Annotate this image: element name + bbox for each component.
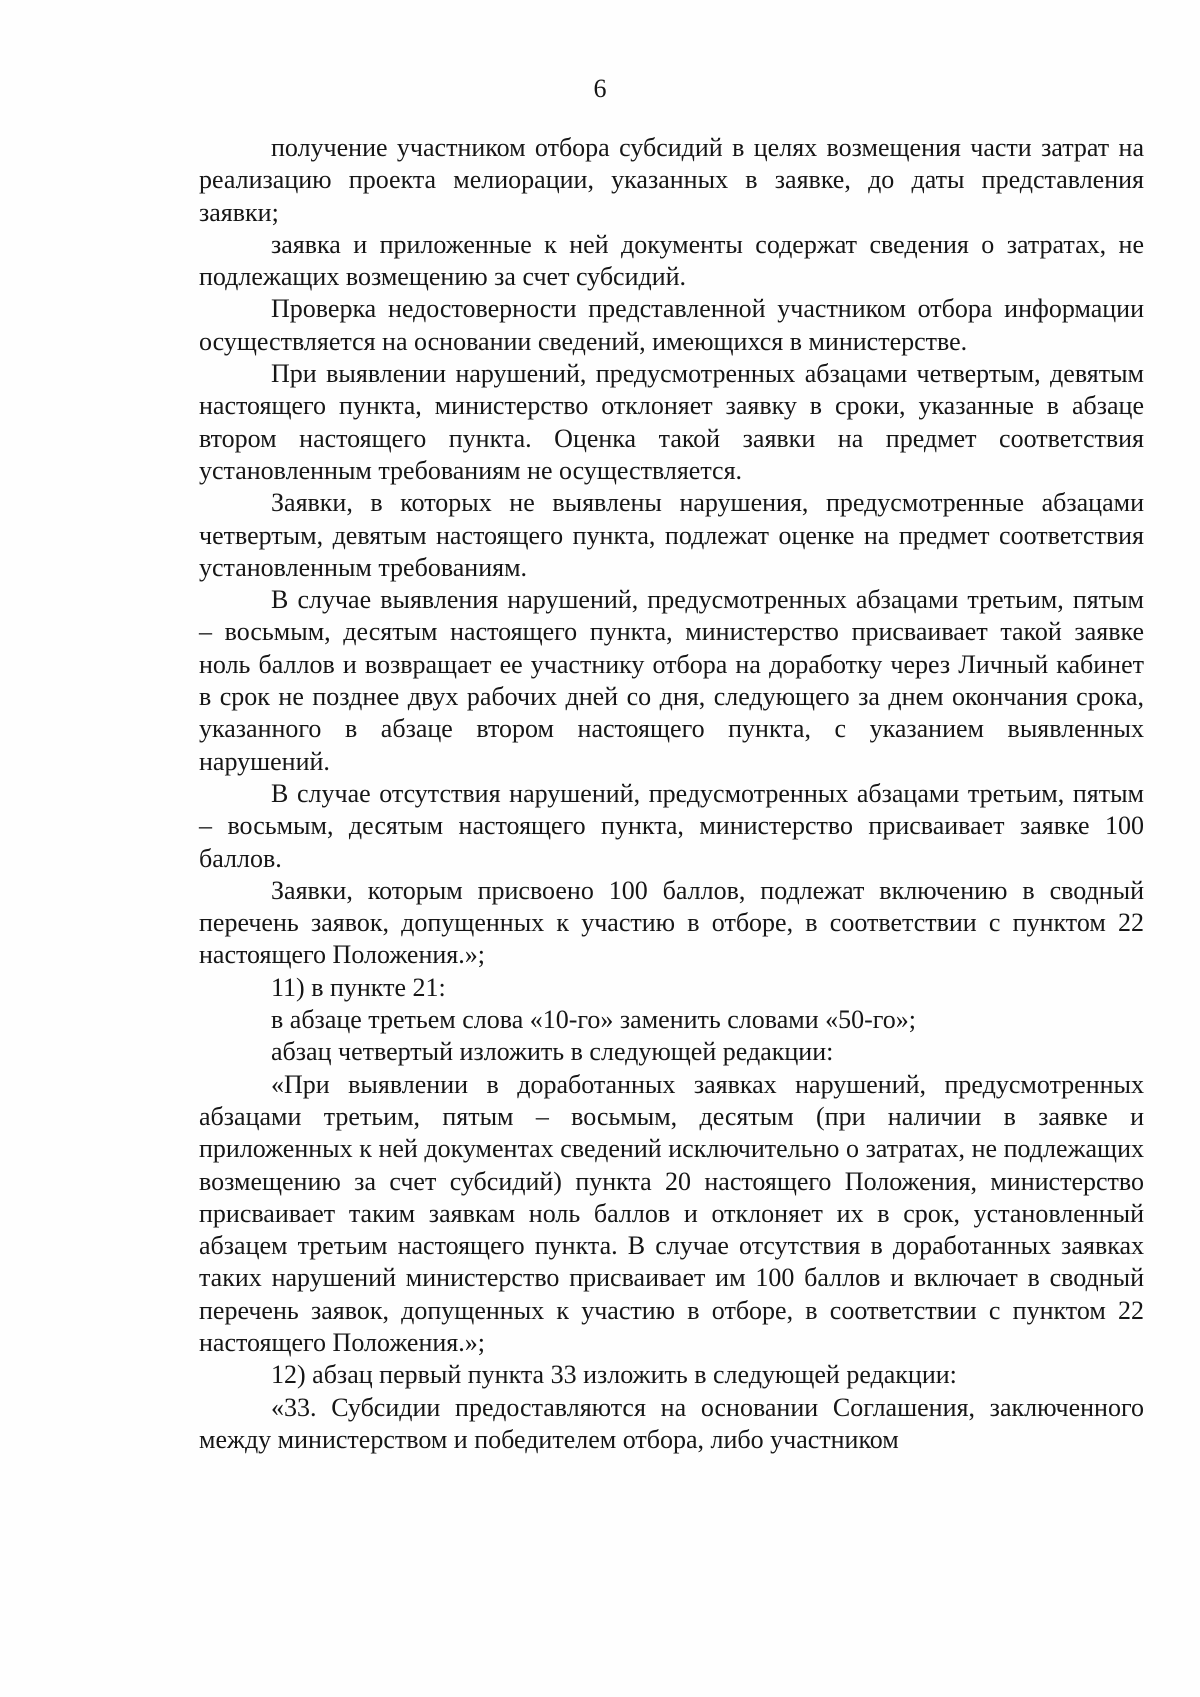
paragraph: Проверка недостоверности представленной участником отбора информации осуществляется на основании сведений, имеющихся в министерстве. bbox=[199, 294, 1144, 356]
page-number: 6 bbox=[593, 74, 607, 103]
quoted-paragraph: «При выявлении в доработанных заявках нарушений, предусмотренных абзацами третьим, пятым – восьмым, десятым (при наличии в заявке и приложенных к ней документах сведений исключительно о затратах, не подлежащих возмещению за счет субсидий) пункта 20 настоящего Положения, министерство присваивает таким заявкам ноль баллов и отклоняет их в срок, установленный абзацем третьим настоящего пункта. В случае отсутствия в доработанных заявках таких нарушений министерство присваивает им 100 баллов и включает в сводный перечень заявок, допущенных к участию в отборе, в соответствии с пунктом 22 настоящего Положения.»; bbox=[199, 1069, 1144, 1357]
paragraph: В случае отсутствия нарушений, предусмотренных абзацами третьим, пятым – восьмым, десятым настоящего пункта, министерство присваивает заявке 100 баллов. bbox=[199, 778, 1144, 873]
paragraph: В случае выявления нарушений, предусмотренных абзацами третьим, пятым – восьмым, десятым настоящего пункта, министерство присваивает такой заявке ноль баллов и возвращает ее участнику отбора на доработку через Личный кабинет в срок не позднее двух рабочих дней со дня, следующего за днем окончания срока, указанного в абзаце втором настоящего пункта, с указанием выявленных нарушений. bbox=[199, 585, 1144, 776]
paragraph: в абзаце третьем слова «10-го» заменить словами «50-го»; bbox=[271, 1005, 917, 1035]
list-item: 11) в пункте 21: bbox=[271, 972, 446, 1002]
quoted-paragraph: «33. Субсидии предоставляются на основании Соглашения, заключенного между министерством и победителем отбора, либо участником bbox=[199, 1392, 1144, 1454]
paragraph: Заявки, которым присвоено 100 баллов, подлежат включению в сводный перечень заявок, допущенных к участию в отборе, в соответствии с пунктом 22 настоящего Положения.»; bbox=[199, 875, 1144, 970]
paragraph: Заявки, в которых не выявлены нарушения, предусмотренные абзацами четвертым, девятым настоящего пункта, подлежат оценке на предмет соответствия установленным требованиям. bbox=[199, 488, 1144, 582]
paragraph: заявка и приложенные к ней документы содержат сведения о затратах, не подлежащих возмещению за счет субсидий. bbox=[199, 229, 1144, 292]
paragraph: получение участником отбора субсидий в целях возмещения части затрат на реализацию проекта мелиорации, указанных в заявке, до даты представления заявки; bbox=[199, 133, 1144, 227]
paragraph: абзац четвертый изложить в следующей редакции: bbox=[271, 1037, 834, 1067]
list-item: 12) абзац первый пункта 33 изложить в следующей редакции: bbox=[271, 1360, 957, 1390]
document-body bbox=[199, 132, 1144, 1456]
paragraph: При выявлении нарушений, предусмотренных абзацами четвертым, девятым настоящего пункта, министерство отклоняет заявку в сроки, указанные в абзаце втором настоящего пункта. Оценка такой заявки на предмет соответствия установленным требованиям не осуществляется. bbox=[199, 359, 1144, 485]
